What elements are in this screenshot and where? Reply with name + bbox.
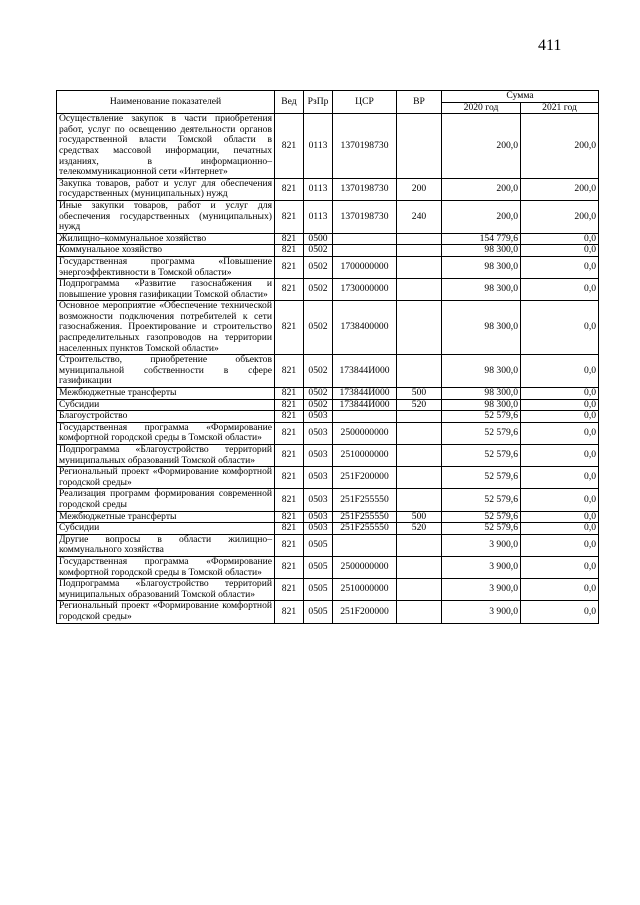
cell-ved: 821 <box>275 411 304 423</box>
cell-vr <box>397 114 442 179</box>
cell-name: Государственная программа «Формирование комфортной городской среды в Томской области» <box>57 422 275 444</box>
cell-name: Закупка товаров, работ и услуг для обеспечения государственных (муниципальных) нужд <box>57 178 275 200</box>
cell-vr <box>397 233 442 245</box>
cell-2021: 0,0 <box>521 279 599 301</box>
cell-name: Субсидии <box>57 399 275 411</box>
cell-csr <box>333 411 397 423</box>
cell-csr: 251F255550 <box>333 511 397 523</box>
cell-vr: 500 <box>397 511 442 523</box>
table-row <box>57 355 599 388</box>
cell-csr <box>333 245 397 257</box>
cell-2020: 52 579,6 <box>442 467 521 489</box>
cell-rzpr: 0505 <box>304 601 333 623</box>
cell-csr: 251F200000 <box>333 467 397 489</box>
cell-2021: 0,0 <box>521 601 599 623</box>
cell-ved: 821 <box>275 178 304 200</box>
cell-2021: 0,0 <box>521 445 599 467</box>
cell-vr <box>397 355 442 388</box>
cell-vr <box>397 301 442 355</box>
cell-2020: 98 300,0 <box>442 256 521 278</box>
cell-2021: 0,0 <box>521 523 599 535</box>
cell-csr: 173844И000 <box>333 355 397 388</box>
cell-csr: 1738400000 <box>333 301 397 355</box>
cell-2021: 200,0 <box>521 200 599 233</box>
cell-2020: 98 300,0 <box>442 388 521 400</box>
cell-2021: 0,0 <box>521 256 599 278</box>
cell-csr: 2500000000 <box>333 556 397 578</box>
cell-name: Межбюджетные трансферты <box>57 511 275 523</box>
table-row <box>57 114 599 179</box>
cell-2020: 3 900,0 <box>442 579 521 601</box>
cell-csr: 1370198730 <box>333 178 397 200</box>
cell-2021: 0,0 <box>521 399 599 411</box>
cell-csr: 1730000000 <box>333 279 397 301</box>
cell-name: Коммунальное хозяйство <box>57 245 275 257</box>
table-row <box>57 445 599 467</box>
cell-name: Строительство, приобретение объектов муниципальной собственности в сфере газификации <box>57 355 275 388</box>
cell-rzpr: 0502 <box>304 245 333 257</box>
cell-csr: 251F255550 <box>333 523 397 535</box>
cell-2020: 3 900,0 <box>442 534 521 556</box>
table-row <box>57 411 599 423</box>
cell-2020: 52 579,6 <box>442 489 521 511</box>
cell-2020: 98 300,0 <box>442 355 521 388</box>
cell-2021: 0,0 <box>521 411 599 423</box>
cell-vr: 200 <box>397 178 442 200</box>
cell-2020: 3 900,0 <box>442 601 521 623</box>
cell-csr: 1370198730 <box>333 114 397 179</box>
cell-name: Иные закупки товаров, работ и услуг для обеспечения государственных (муниципальных) нужд <box>57 200 275 233</box>
cell-csr: 2510000000 <box>333 579 397 601</box>
cell-name: Подпрограмма «Благоустройство территорий муниципальных образований Томской области» <box>57 579 275 601</box>
cell-2021: 0,0 <box>521 355 599 388</box>
header-2020: 2020 год <box>442 102 521 114</box>
cell-2020: 3 900,0 <box>442 556 521 578</box>
cell-csr: 251F200000 <box>333 601 397 623</box>
table-row <box>57 245 599 257</box>
cell-2020: 52 579,6 <box>442 445 521 467</box>
cell-rzpr: 0503 <box>304 467 333 489</box>
cell-vr <box>397 411 442 423</box>
cell-name: Реализация программ формирования современной городской среды <box>57 489 275 511</box>
cell-2020: 98 300,0 <box>442 245 521 257</box>
cell-2021: 0,0 <box>521 534 599 556</box>
cell-rzpr: 0503 <box>304 445 333 467</box>
budget-table <box>56 90 599 624</box>
cell-2021: 0,0 <box>521 556 599 578</box>
cell-name: Региональный проект «Формирование комфортной городской среды» <box>57 467 275 489</box>
cell-vr <box>397 556 442 578</box>
cell-ved: 821 <box>275 301 304 355</box>
cell-name: Государственная программа «Повышение энергоэффективности в Томской области» <box>57 256 275 278</box>
cell-ved: 821 <box>275 256 304 278</box>
table-row <box>57 200 599 233</box>
table-row <box>57 534 599 556</box>
cell-ved: 821 <box>275 279 304 301</box>
cell-name: Региональный проект «Формирование комфортной городской среды» <box>57 601 275 623</box>
cell-2021: 0,0 <box>521 489 599 511</box>
cell-rzpr: 0505 <box>304 556 333 578</box>
cell-rzpr: 0502 <box>304 388 333 400</box>
cell-ved: 821 <box>275 388 304 400</box>
header-rzpr: РзПр <box>304 91 333 114</box>
cell-vr: 520 <box>397 399 442 411</box>
cell-vr <box>397 489 442 511</box>
cell-rzpr: 0113 <box>304 114 333 179</box>
cell-rzpr: 0113 <box>304 200 333 233</box>
header-2021: 2021 год <box>521 102 599 114</box>
cell-2020: 200,0 <box>442 200 521 233</box>
table-row <box>57 601 599 623</box>
header-ved: Вед <box>275 91 304 114</box>
cell-2020: 52 579,6 <box>442 511 521 523</box>
cell-vr <box>397 601 442 623</box>
cell-csr: 1700000000 <box>333 256 397 278</box>
cell-vr: 520 <box>397 523 442 535</box>
cell-ved: 821 <box>275 114 304 179</box>
header-vr: ВР <box>397 91 442 114</box>
cell-csr <box>333 534 397 556</box>
cell-2021: 0,0 <box>521 579 599 601</box>
header-csr: ЦСР <box>333 91 397 114</box>
cell-rzpr: 0113 <box>304 178 333 200</box>
cell-rzpr: 0500 <box>304 233 333 245</box>
cell-rzpr: 0503 <box>304 422 333 444</box>
cell-2021: 200,0 <box>521 114 599 179</box>
cell-ved: 821 <box>275 579 304 601</box>
cell-ved: 821 <box>275 445 304 467</box>
cell-vr <box>397 534 442 556</box>
table-row <box>57 256 599 278</box>
cell-rzpr: 0503 <box>304 411 333 423</box>
cell-ved: 821 <box>275 245 304 257</box>
cell-vr <box>397 279 442 301</box>
cell-name: Подпрограмма «Благоустройство территорий муниципальных образований Томской области» <box>57 445 275 467</box>
cell-2021: 0,0 <box>521 245 599 257</box>
cell-2021: 0,0 <box>521 388 599 400</box>
header-name: Наименование показателей <box>57 91 275 114</box>
table-row <box>57 301 599 355</box>
table-row <box>57 388 599 400</box>
cell-2020: 200,0 <box>442 114 521 179</box>
cell-name: Другие вопросы в области жилищно–коммунального хозяйства <box>57 534 275 556</box>
table-row <box>57 178 599 200</box>
cell-csr: 2500000000 <box>333 422 397 444</box>
cell-vr <box>397 245 442 257</box>
cell-rzpr: 0502 <box>304 301 333 355</box>
header-sum: Сумма <box>442 91 599 103</box>
cell-name: Государственная программа «Формирование комфортной городской среды в Томской области» <box>57 556 275 578</box>
table-row <box>57 579 599 601</box>
cell-2020: 154 779,6 <box>442 233 521 245</box>
cell-ved: 821 <box>275 523 304 535</box>
cell-rzpr: 0503 <box>304 511 333 523</box>
cell-rzpr: 0502 <box>304 355 333 388</box>
cell-rzpr: 0503 <box>304 523 333 535</box>
cell-name: Межбюджетные трансферты <box>57 388 275 400</box>
cell-name: Субсидии <box>57 523 275 535</box>
cell-rzpr: 0505 <box>304 579 333 601</box>
cell-2021: 0,0 <box>521 511 599 523</box>
cell-ved: 821 <box>275 511 304 523</box>
cell-vr <box>397 445 442 467</box>
cell-csr: 173844И000 <box>333 388 397 400</box>
table-row <box>57 556 599 578</box>
cell-2020: 52 579,6 <box>442 422 521 444</box>
cell-2020: 52 579,6 <box>442 411 521 423</box>
cell-rzpr: 0505 <box>304 534 333 556</box>
cell-rzpr: 0502 <box>304 399 333 411</box>
cell-vr <box>397 422 442 444</box>
cell-ved: 821 <box>275 355 304 388</box>
cell-ved: 821 <box>275 601 304 623</box>
header-row <box>57 91 599 103</box>
cell-csr <box>333 233 397 245</box>
cell-ved: 821 <box>275 556 304 578</box>
cell-csr: 1370198730 <box>333 200 397 233</box>
table-row <box>57 467 599 489</box>
cell-vr <box>397 256 442 278</box>
cell-vr: 500 <box>397 388 442 400</box>
cell-rzpr: 0502 <box>304 256 333 278</box>
cell-name: Жилищно–коммунальное хозяйство <box>57 233 275 245</box>
cell-ved: 821 <box>275 399 304 411</box>
table-row <box>57 233 599 245</box>
cell-2020: 98 300,0 <box>442 301 521 355</box>
table-row <box>57 422 599 444</box>
cell-name: Осуществление закупок в части приобретения работ, услуг по освещению деятельности органов государственной власти Томской области в средствах массовой информации, печатных изданиях, в информационно–телекоммуникационной сети «Интернет» <box>57 114 275 179</box>
cell-2021: 200,0 <box>521 178 599 200</box>
cell-name: Благоустройство <box>57 411 275 423</box>
cell-vr: 240 <box>397 200 442 233</box>
cell-ved: 821 <box>275 422 304 444</box>
page-number: 411 <box>538 37 562 54</box>
cell-2020: 98 300,0 <box>442 399 521 411</box>
table-row <box>57 489 599 511</box>
cell-rzpr: 0503 <box>304 489 333 511</box>
cell-name: Основное мероприятие «Обеспечение технической возможности подключения потребителей к сети газоснабжения. Проектирование и строительство распределительных газопроводов на территории населенных пунктов Томской области» <box>57 301 275 355</box>
table-row <box>57 523 599 535</box>
cell-2021: 0,0 <box>521 233 599 245</box>
cell-2021: 0,0 <box>521 422 599 444</box>
table-row <box>57 399 599 411</box>
cell-rzpr: 0502 <box>304 279 333 301</box>
table-row <box>57 279 599 301</box>
cell-name: Подпрограмма «Развитие газоснабжения и повышение уровня газификации Томской области» <box>57 279 275 301</box>
cell-csr: 173844И000 <box>333 399 397 411</box>
cell-vr <box>397 579 442 601</box>
cell-2021: 0,0 <box>521 467 599 489</box>
cell-2021: 0,0 <box>521 301 599 355</box>
cell-ved: 821 <box>275 489 304 511</box>
cell-ved: 821 <box>275 200 304 233</box>
cell-ved: 821 <box>275 534 304 556</box>
cell-2020: 200,0 <box>442 178 521 200</box>
cell-vr <box>397 467 442 489</box>
cell-csr: 2510000000 <box>333 445 397 467</box>
cell-ved: 821 <box>275 233 304 245</box>
cell-2020: 98 300,0 <box>442 279 521 301</box>
cell-ved: 821 <box>275 467 304 489</box>
cell-2020: 52 579,6 <box>442 523 521 535</box>
table-row <box>57 511 599 523</box>
cell-csr: 251F255550 <box>333 489 397 511</box>
